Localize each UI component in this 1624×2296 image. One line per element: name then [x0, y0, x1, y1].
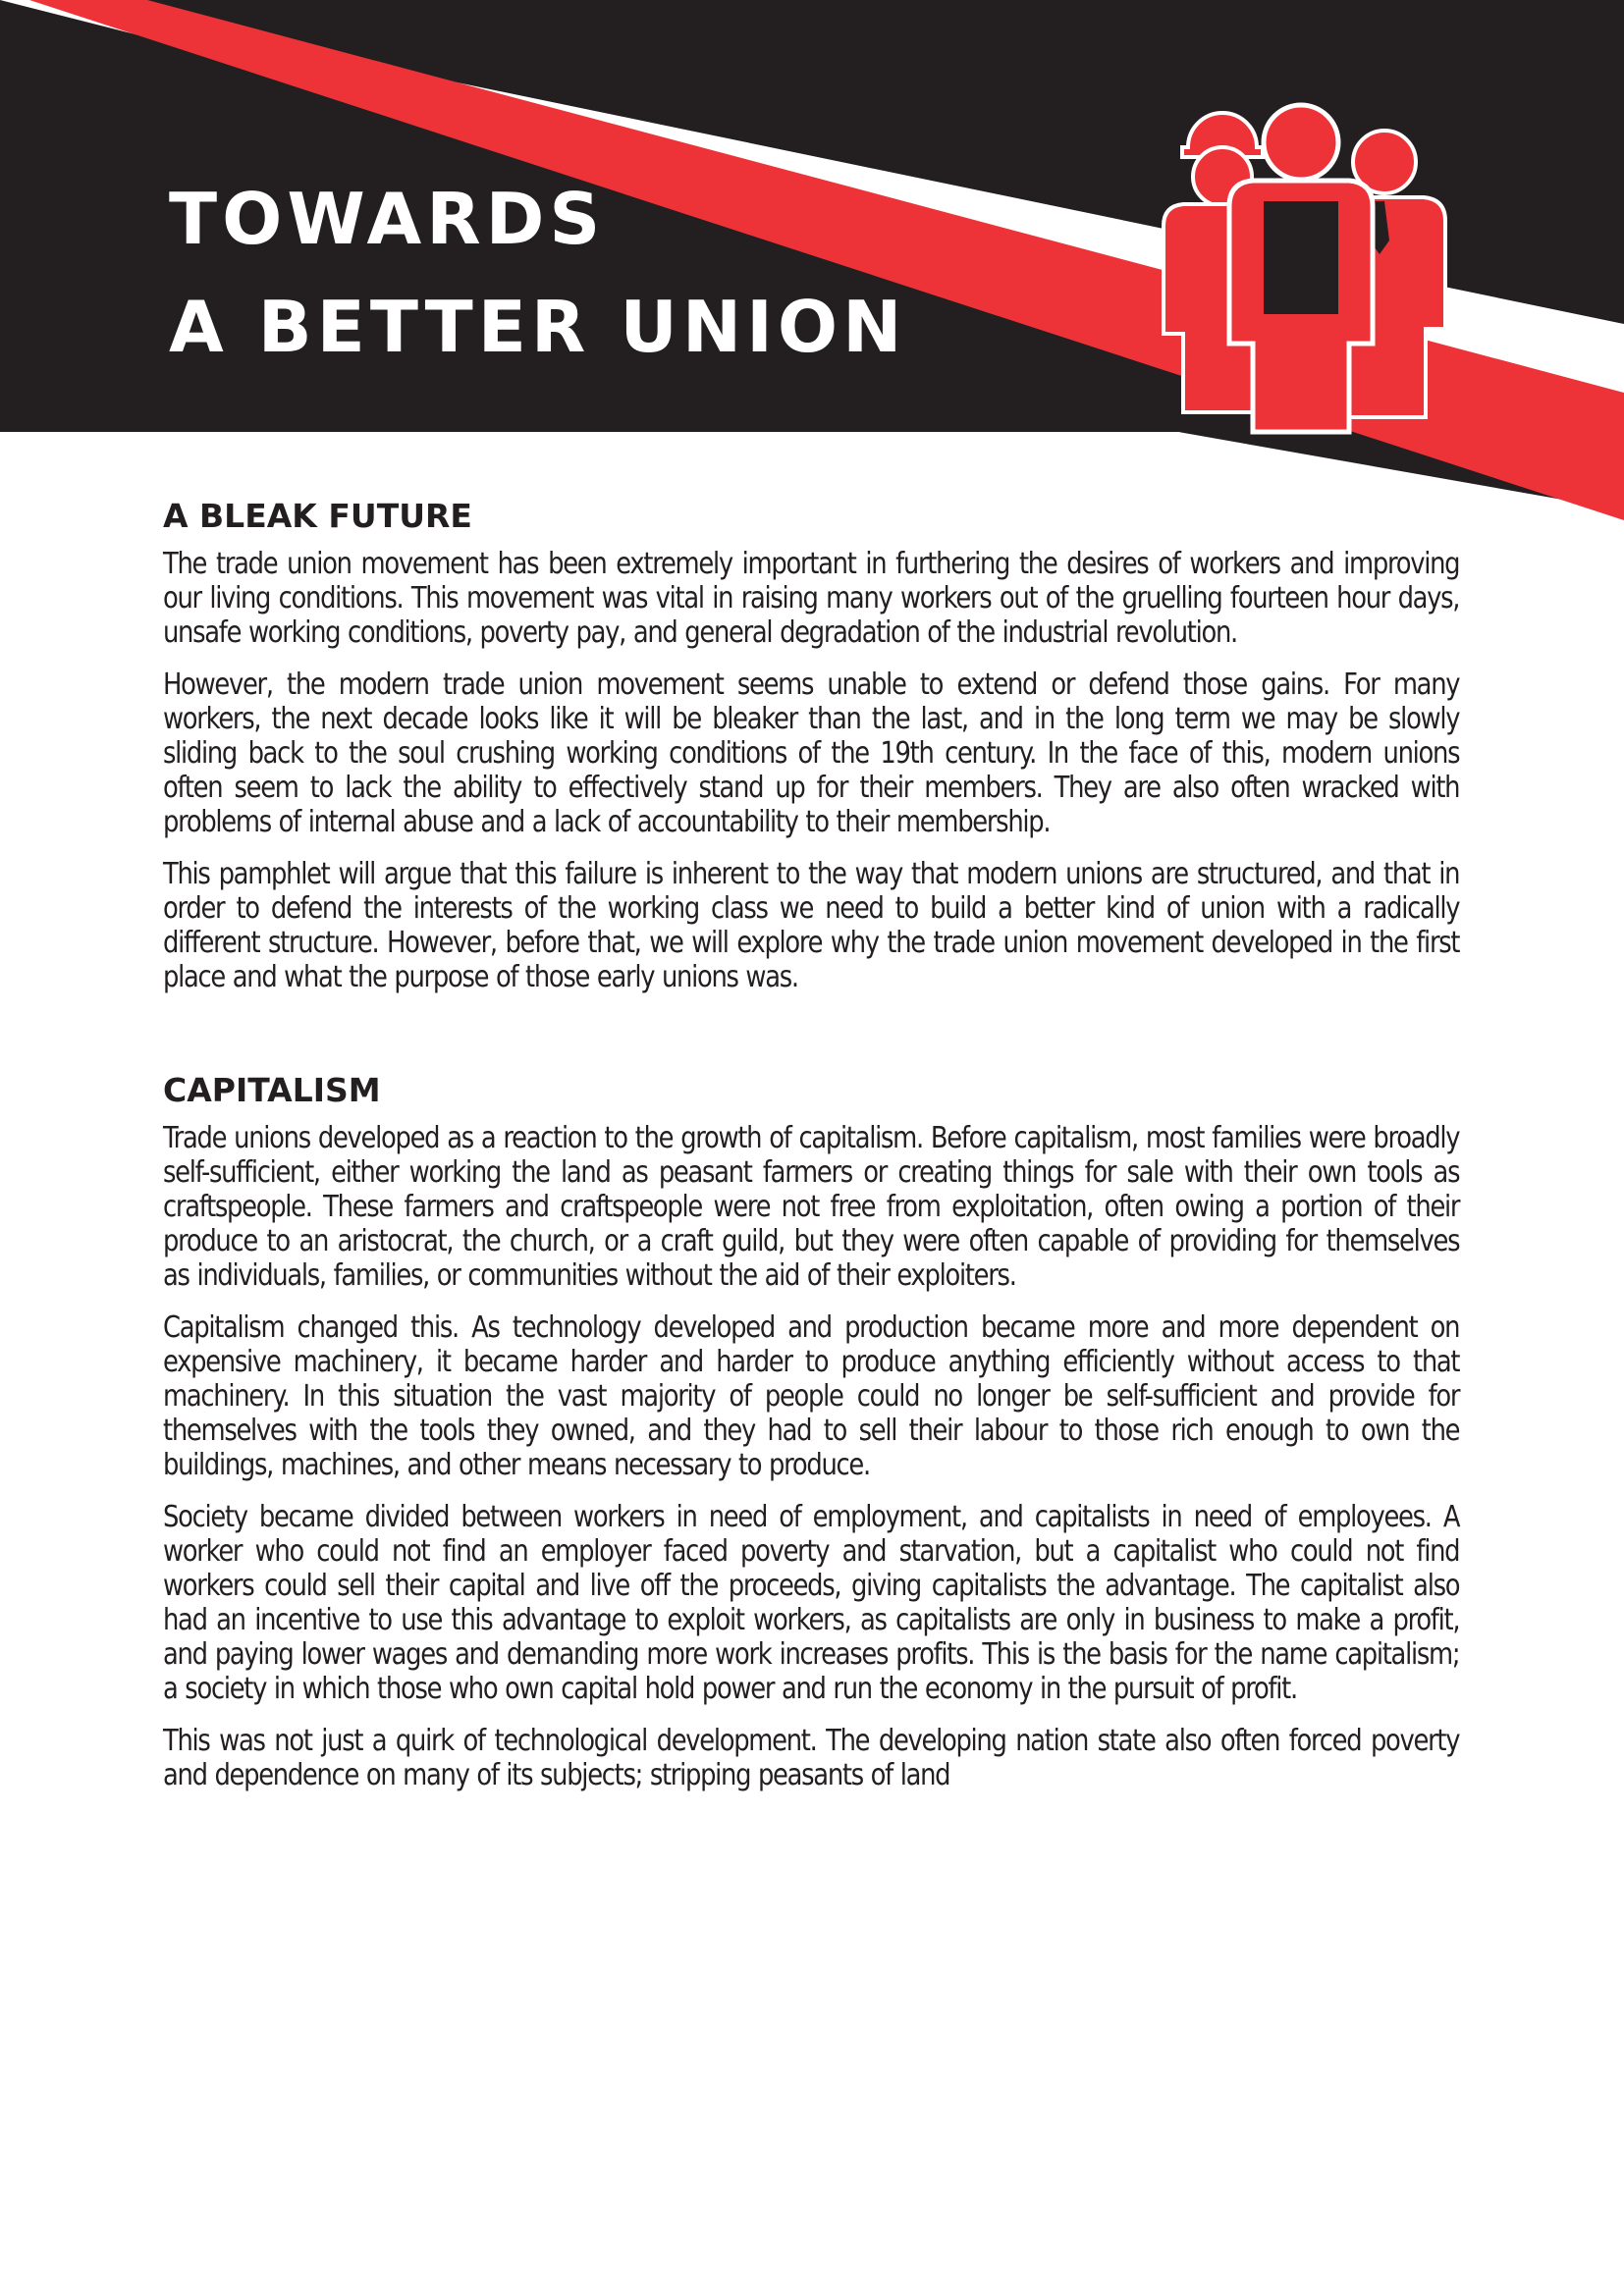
page-title	[169, 165, 906, 381]
title-line-1: TOWARDS	[169, 178, 606, 260]
paragraph: This was not just a quirk of technological development. The developing nation state also often forced poverty and dependence on many of its subjects; stripping peasants of land	[163, 1724, 1460, 1792]
paragraph: Capitalism changed this. As technology developed and production became more and more dependent on expensive machinery, it became harder and harder to produce anything efficiently without access to that machinery. In this situation the vast majority of people could no longer be self-sufficient and provide for themselves with the tools they owned, and they had to sell their labour to those rich enough to own the buildings, machines, and other means necessary to produce.	[163, 1310, 1460, 1482]
paragraph: However, the modern trade union movement seems unable to extend or defend those gains. For many workers, the next decade looks like it will be bleaker than the last, and in the long term we may be slowly sliding back to the soul crushing working conditions of the 19th century. In the face of this, modern unions often seem to lack the ability to effectively stand up for their members. They are also often wracked with problems of internal abuse and a lack of accountability to their membership.	[163, 667, 1460, 839]
workers-group-icon	[1164, 105, 1445, 432]
paragraph: The trade union movement has been extremely important in furthering the desires of workers and improving our living conditions. This movement was vital in raising many workers out of the gruelling fourteen hour days, unsafe working conditions, poverty pay, and general degradation of the industrial revolution.	[163, 547, 1460, 650]
paragraph: This pamphlet will argue that this failure is inherent to the way that modern unions are structured, and that in order to defend the interests of the working class we need to build a better kind of union with a radically different structure. However, before that, we will explore why the trade union movement developed in the first place and what the purpose of those early unions was.	[163, 857, 1460, 994]
paragraph: Society became divided between workers in need of employment, and capitalists in need of employees. A worker who could not find an employer faced poverty and starvation, but a capitalist who could not find workers could sell their capital and live off the proceeds, giving capitalists the advantage. The capitalist also had an incentive to use this advantage to exploit workers, as capitalists are only in business to make a profit, and paying lower wages and demanding more work increases profits. This is the basis for the name capitalism; a society in which those who own capital hold power and run the economy in the pursuit of profit.	[163, 1500, 1460, 1706]
section-heading: CAPITALISM	[163, 1071, 381, 1109]
paragraph: Trade unions developed as a reaction to the growth of capitalism. Before capitalism, most families were broadly self-sufficient, either working the land as peasant farmers or creating things for sale with their own tools as craftspeople. These farmers and craftspeople were not free from exploitation, often owing a portion of their produce to an aristocrat, the church, or a craft guild, but they were often capable of providing for themselves as individuals, families, or communities without the aid of their exploiters.	[163, 1121, 1460, 1293]
article-body	[163, 497, 1459, 1810]
section-bleak-future	[163, 497, 1459, 994]
section-capitalism	[163, 1071, 1459, 1792]
title-line-2: A BETTER UNION	[169, 286, 907, 368]
section-heading: A BLEAK FUTURE	[163, 497, 472, 535]
